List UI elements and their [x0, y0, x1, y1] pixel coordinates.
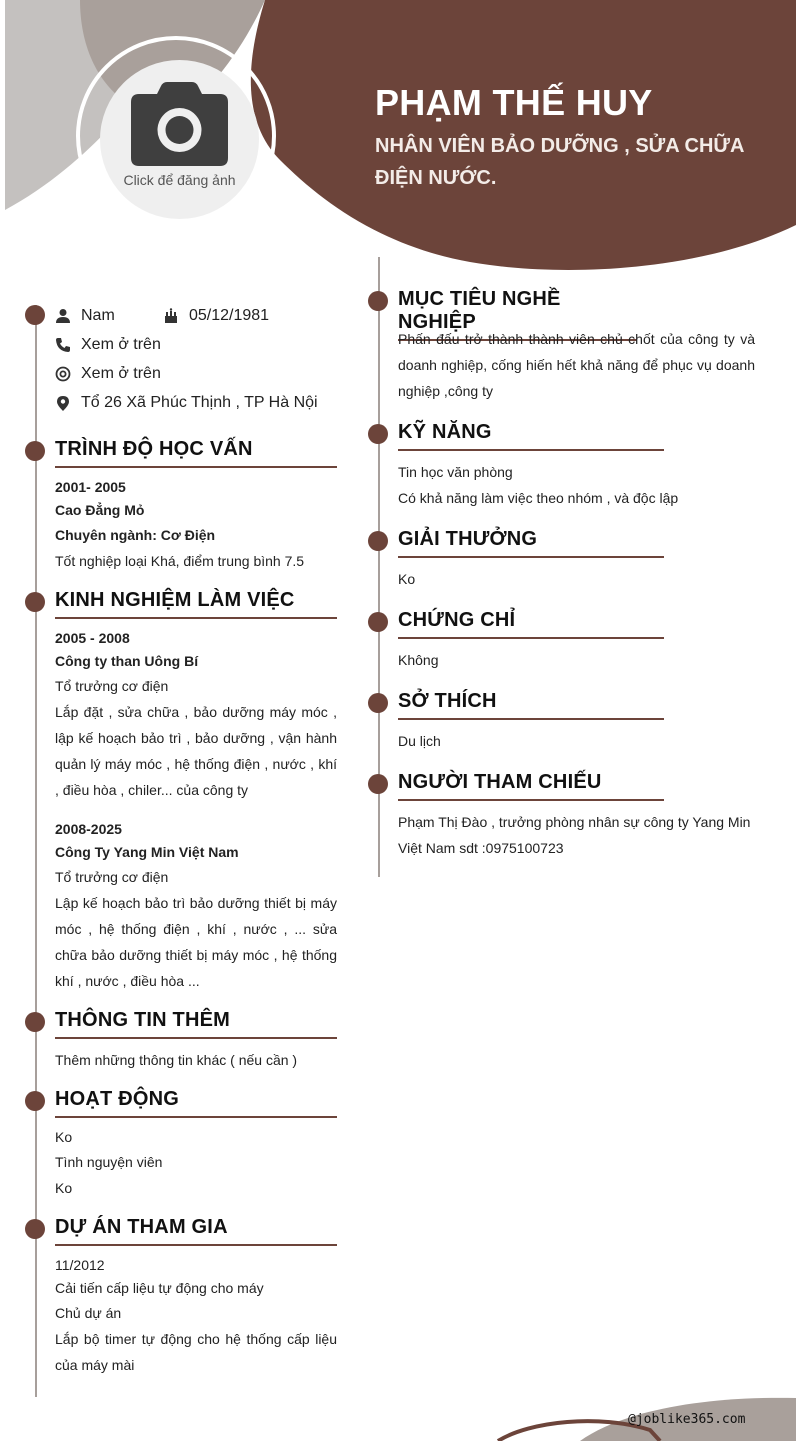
- education-school: Cao Đẳng Mỏ: [55, 502, 145, 518]
- phone-icon: [55, 337, 71, 353]
- experience-heading: KINH NGHIỆM LÀM VIỆC: [55, 589, 337, 619]
- timeline-dot: [25, 441, 45, 461]
- job-role: Tổ trưởng cơ điện: [55, 869, 169, 885]
- job-description: Lập kế hoạch bảo trì bảo dưỡng thiết bị máy móc , hệ thống điện , khí , nước , ... sửa chữa bảo dưỡng thiết bị máy móc , hệ thống khí , nước , điều hòa ...: [55, 895, 337, 989]
- timeline-dot: [368, 424, 388, 444]
- timeline-dot: [368, 291, 388, 311]
- project-date: 11/2012: [55, 1257, 105, 1273]
- skill-line: Tin học văn phòng: [398, 464, 513, 480]
- cake-icon: [163, 308, 179, 324]
- birthday-value: 05/12/1981: [189, 307, 270, 324]
- email-row: [55, 365, 161, 383]
- awards-heading: GIẢI THƯỞNG: [398, 528, 664, 558]
- birthday-row: [163, 307, 269, 325]
- timeline-dot: [25, 592, 45, 612]
- timeline-dot: [25, 1012, 45, 1032]
- projects-heading: DỰ ÁN THAM GIA: [55, 1216, 337, 1246]
- timeline-dot: [25, 1219, 45, 1239]
- extra-info-heading: THÔNG TIN THÊM: [55, 1009, 337, 1039]
- hobbies-heading: SỞ THÍCH: [398, 690, 664, 720]
- project-description: Lắp bộ timer tự động cho hệ thống cấp liệu của máy mài: [55, 1331, 337, 1373]
- avatar-caption: Click để đăng ảnh: [123, 172, 236, 188]
- job-company: Công Ty Yang Min Việt Nam: [55, 844, 239, 860]
- gender-value: Nam: [81, 307, 115, 324]
- objective-text: Phấn đấu trở thành thành viên chủ chốt của công ty và doanh nghiệp, cống hiến hết khả năng để phục vụ doanh nghiệp ,công ty: [398, 331, 755, 399]
- gender-row: [55, 307, 115, 325]
- extra-info-text: Thêm những thông tin khác ( nếu cần ): [55, 1052, 298, 1068]
- activity-line: Tình nguyện viên: [55, 1154, 163, 1170]
- timeline-dot: [368, 612, 388, 632]
- timeline-dot: [368, 774, 388, 794]
- references-text: Phạm Thị Đào , trưởng phòng nhân sự công ty Yang Min Việt Nam sdt :0975100723: [398, 814, 751, 856]
- candidate-title: NHÂN VIÊN BẢO DƯỠNG , SỬA CHỮA ĐIỆN NƯỚC.: [375, 135, 744, 189]
- address-row: [55, 394, 318, 412]
- certificates-text: Không: [398, 652, 439, 668]
- timeline-dot: [25, 1091, 45, 1111]
- job-company: Công ty than Uông Bí: [55, 653, 199, 669]
- timeline-dot: [368, 693, 388, 713]
- education-result: Tốt nghiệp loại Khá, điểm trung bình 7.5: [55, 553, 305, 569]
- awards-text: Ko: [398, 571, 416, 587]
- camera-icon: [131, 82, 228, 166]
- candidate-name: PHẠM THẾ HUY: [375, 82, 653, 123]
- job-period: 2005 - 2008: [55, 630, 130, 646]
- job-period: 2008-2025: [55, 821, 122, 837]
- email-value: Xem ở trên: [81, 365, 161, 382]
- project-role: Chủ dự án: [55, 1305, 122, 1321]
- skills-heading: KỸ NĂNG: [398, 421, 664, 451]
- address-value: Tổ 26 Xã Phúc Thịnh , TP Hà Nội: [81, 394, 318, 411]
- project-name: Cải tiến cấp liệu tự động cho máy: [55, 1280, 264, 1296]
- education-heading: TRÌNH ĐỘ HỌC VẤN: [55, 438, 337, 468]
- job-role: Tổ trưởng cơ điện: [55, 678, 169, 694]
- avatar-upload[interactable]: [100, 60, 259, 219]
- timeline-dot: [368, 531, 388, 551]
- person-icon: [55, 308, 71, 324]
- email-at-icon: [55, 366, 71, 382]
- objective-heading: MỤC TIÊU NGHỀ NGHIỆP: [398, 288, 637, 341]
- activities-heading: HOẠT ĐỘNG: [55, 1088, 337, 1118]
- activity-line: Ko: [55, 1129, 73, 1145]
- skill-line: Có khả năng làm việc theo nhóm , và độc lập: [398, 490, 679, 506]
- hobbies-text: Du lịch: [398, 733, 441, 749]
- certificates-heading: CHỨNG CHỈ: [398, 609, 664, 639]
- education-major: Chuyên ngành: Cơ Điện: [55, 527, 216, 543]
- references-heading: NGƯỜI THAM CHIẾU: [398, 771, 664, 801]
- watermark: @joblike365.com: [628, 1412, 746, 1427]
- job-description: Lắp đặt , sửa chữa , bảo dưỡng máy móc , lập kế hoạch bảo trì , bảo dưỡng , vận hành quản lý máy móc , hệ thống điện , nước , khí , điều hòa , chiler... của công ty: [55, 704, 337, 798]
- timeline-dot: [25, 305, 45, 325]
- phone-value: Xem ở trên: [81, 336, 161, 353]
- activity-line: Ko: [55, 1180, 73, 1196]
- location-pin-icon: [55, 395, 71, 411]
- phone-row: [55, 336, 161, 354]
- education-period: 2001- 2005: [55, 479, 126, 495]
